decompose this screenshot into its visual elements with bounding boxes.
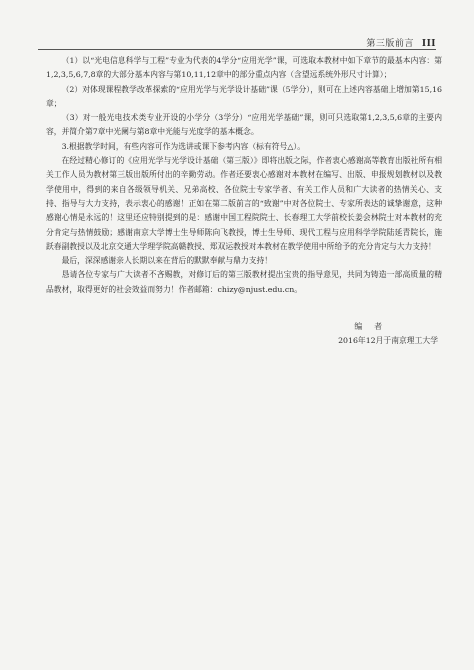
- paragraph-optional-content: 3.根据教学时间，有些内容可作为选讲或课下参考内容（标有符号△）。: [61, 141, 306, 151]
- running-head: [366, 36, 436, 49]
- header-rule: [38, 49, 436, 50]
- page-header: [0, 0, 474, 50]
- signature-block: [46, 320, 438, 349]
- paragraph-course-option-3: （3）对一般光电技术类专业开设的小学分（3学分）“应用光学基础”课，则可只选取第1,2,3,5,6章的主要内容，并简介第7章中光阑与第8章中光能与光度学的基本概念。: [46, 113, 442, 137]
- paragraph-course-option-1: （1）以“光电信息科学与工程”专业为代表的4学分“应用光学”课，可选取本教材中如下章节的最基本内容：第1,2,3,5,6,7,8章的大部分基本内容与第10,11,12章中的部分重点内容（含望远系统外形尺寸计算）；: [46, 56, 442, 80]
- page-number: III: [421, 39, 436, 49]
- paragraph-course-option-2: （2）对体现课程教学改革探索的“应用光学与光学设计基础”课（5学分），则可在上述内容基础上增加第15,16章；: [46, 84, 442, 108]
- paragraph-family-thanks: 最后，深深感谢亲人长期以来在背后的默默奉献与鼎力支持！: [61, 256, 273, 266]
- preface-body: [46, 54, 442, 297]
- running-title: 第三版前言: [366, 39, 414, 49]
- signature-date-place: 2016年12月于南京理工大学: [338, 336, 438, 346]
- signature-author: 编者: [354, 322, 394, 331]
- paragraph-feedback-request: 恳请各位专家与广大读者不吝赐教，对修订后的第三版教材提出宝贵的指导意见，共同为铸造一部高质量的精品教材，取得更好的社会效益而努力！作者邮箱：chizy@njust.edu.cn。: [46, 270, 442, 294]
- paragraph-acknowledgements: 在经过精心修订的《应用光学与光学设计基础（第三版）》即将出版之际，作者衷心感谢高等教育出版社所有相关工作人员为教材第三版出版所付出的辛勤劳动。作者还要衷心感谢对本教材在编写、出版、申报规划教材以及教学使用中，得到的来自各级领导机关、兄弟高校、各位院士专家学者、有关工作人员和广大读者的热情关心、支持、指导与大力支持，表示衷心的感谢！正如在第二版前言的“致谢”中对各位院士、专家所表达的诚挚谢意，这种感谢心情是永远的！这里还应特别提到的是：感谢中国工程院院士、长春理工大学前校长姜会林院士对本教材的充分肯定与热情鼓励；感谢南京大学博士生导师陈向飞教授，博士生导师、现代工程与应用科学学院陆延青院长，施跃春副教授以及北京交通大学理学院高赣教授、郑双运教授对本教材在教学使用中所给予的充分肯定与大力支持！: [46, 156, 442, 251]
